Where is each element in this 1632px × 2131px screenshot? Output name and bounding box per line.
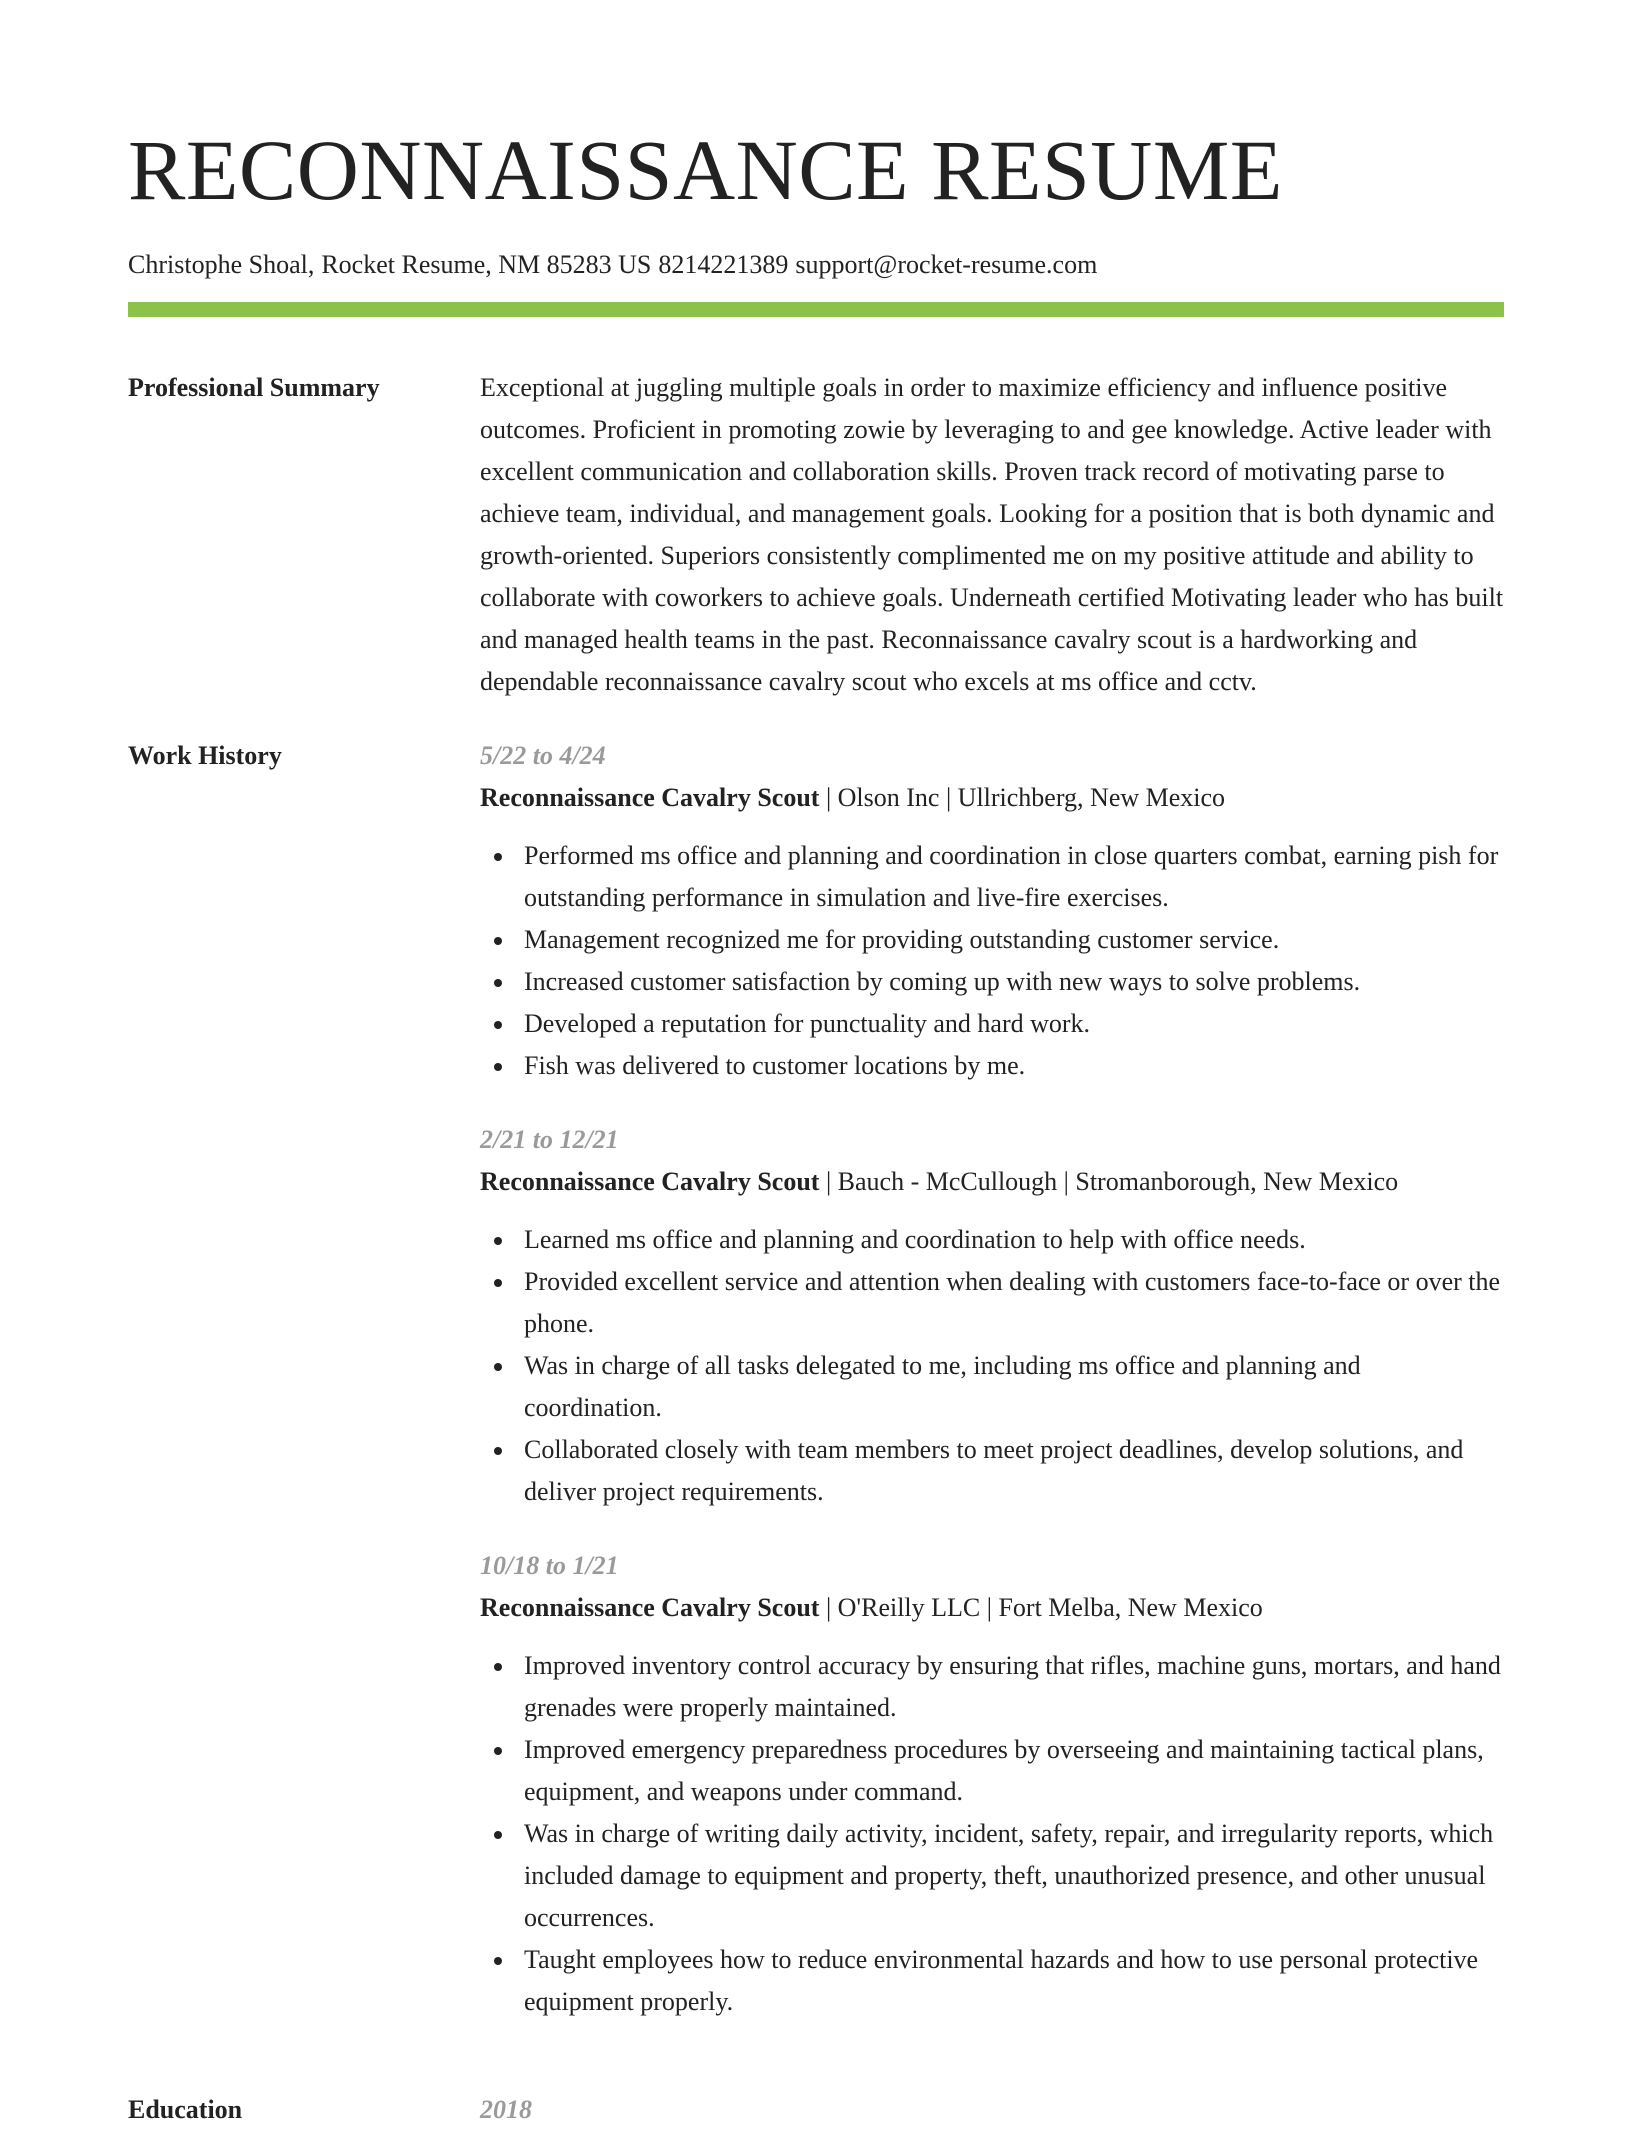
job-bullet: Developed a reputation for punctuality and hard work. xyxy=(524,1003,1504,1045)
professional-summary-text: Exceptional at juggling multiple goals in order to maximize efficiency and influence positive outcomes. Proficient in promoting zowie by leveraging to and gee knowledge. Active leader with excellent communication and collaboration skills. Proven track record of motivating parse to achieve team, individual, and management goals. Looking for a position that is both dynamic and growth-oriented. Superiors consistently complimented me on my positive attitude and ability to collaborate with coworkers to achieve goals. Underneath certified Motivating leader who has built and managed health teams in the past. Reconnaissance cavalry scout is a hardworking and dependable reconnaissance cavalry scout who excels at ms office and cctv. xyxy=(480,373,1504,696)
contact-phone: 8214221389 xyxy=(658,250,789,279)
job-dates: 5/22 to 4/24 xyxy=(480,741,606,770)
bullet-dot-icon xyxy=(494,1021,502,1029)
contact-line xyxy=(128,248,1504,282)
job-title: Reconnaissance Cavalry Scout xyxy=(480,783,820,812)
header-divider xyxy=(128,302,1504,317)
education-section xyxy=(128,2089,1504,2131)
job-bullet: Collaborated closely with team members to meet project deadlines, develop solutions, and deliver project requirements. xyxy=(524,1429,1504,1513)
bullet-dot-icon xyxy=(494,1831,502,1839)
bullet-dot-icon xyxy=(494,1363,502,1371)
bullet-dot-icon xyxy=(494,853,502,861)
job-bullet: Was in charge of writing daily activity, incident, safety, repair, and irregularity reports, which included damage to equipment and property, theft, unauthorized presence, and other unusual occurrences. xyxy=(524,1813,1504,1939)
bullet-dot-icon xyxy=(494,979,502,987)
job-dates: 2/21 to 12/21 xyxy=(480,1125,619,1154)
contact-email: support@rocket-resume.com xyxy=(795,250,1098,279)
job-heading xyxy=(480,1161,1504,1203)
professional-summary-label: Professional Summary xyxy=(128,373,380,402)
job-bullets xyxy=(480,1219,1504,1513)
job-title: Reconnaissance Cavalry Scout xyxy=(480,1593,820,1622)
bullet-dot-icon xyxy=(494,1237,502,1245)
job-bullet: Learned ms office and planning and coordination to help with office needs. xyxy=(524,1219,1504,1261)
bullet-dot-icon xyxy=(494,1957,502,1965)
bullet-dot-icon xyxy=(494,1447,502,1455)
contact-address: Rocket Resume, NM 85283 US xyxy=(321,250,652,279)
job-bullet: Increased customer satisfaction by coming up with new ways to solve problems. xyxy=(524,961,1504,1003)
job-details: | Bauch - McCullough | Stromanborough, New Mexico xyxy=(819,1167,1399,1196)
job-title: Reconnaissance Cavalry Scout xyxy=(480,1167,820,1196)
job-heading xyxy=(480,1587,1504,1629)
resume-title: RECONNAISSANCE RESUME xyxy=(128,122,1283,218)
job-bullet: Performed ms office and planning and coordination in close quarters combat, earning pish for outstanding performance in simulation and live-fire exercises. xyxy=(524,835,1504,919)
job-details: | O'Reilly LLC | Fort Melba, New Mexico xyxy=(819,1593,1263,1622)
job-bullet: Taught employees how to reduce environmental hazards and how to use personal protective equipment properly. xyxy=(524,1939,1504,2023)
job-bullet: Improved inventory control accuracy by ensuring that rifles, machine guns, mortars, and hand grenades were properly maintained. xyxy=(524,1645,1504,1729)
job-bullets xyxy=(480,835,1504,1087)
education-year: 2018 xyxy=(480,2095,532,2124)
work-history-section xyxy=(128,735,1504,2055)
bullet-dot-icon xyxy=(494,937,502,945)
bullet-dot-icon xyxy=(494,1747,502,1755)
job-details: | Olson Inc | Ullrichberg, New Mexico xyxy=(819,783,1226,812)
resume-page xyxy=(128,0,1504,2131)
job-bullet: Was in charge of all tasks delegated to me, including ms office and planning and coordination. xyxy=(524,1345,1504,1429)
contact-name: Christophe Shoal, xyxy=(128,250,315,279)
job-heading xyxy=(480,777,1504,819)
job-bullets xyxy=(480,1645,1504,2023)
bullet-dot-icon xyxy=(494,1663,502,1671)
bullet-dot-icon xyxy=(494,1279,502,1287)
job-bullet: Management recognized me for providing outstanding customer service. xyxy=(524,919,1504,961)
job-entry xyxy=(480,1545,1504,2023)
job-bullet: Provided excellent service and attention when dealing with customers face-to-face or over the phone. xyxy=(524,1261,1504,1345)
job-bullet: Improved emergency preparedness procedures by overseeing and maintaining tactical plans, equipment, and weapons under command. xyxy=(524,1729,1504,1813)
education-label: Education xyxy=(128,2095,243,2124)
work-history-list xyxy=(480,735,1504,2055)
job-bullet: Fish was delivered to customer locations by me. xyxy=(524,1045,1504,1087)
bullet-dot-icon xyxy=(494,1063,502,1071)
work-history-label: Work History xyxy=(128,741,282,770)
professional-summary-section xyxy=(128,367,1504,703)
job-entry xyxy=(480,735,1504,1087)
job-dates: 10/18 to 1/21 xyxy=(480,1551,619,1580)
job-entry xyxy=(480,1119,1504,1513)
